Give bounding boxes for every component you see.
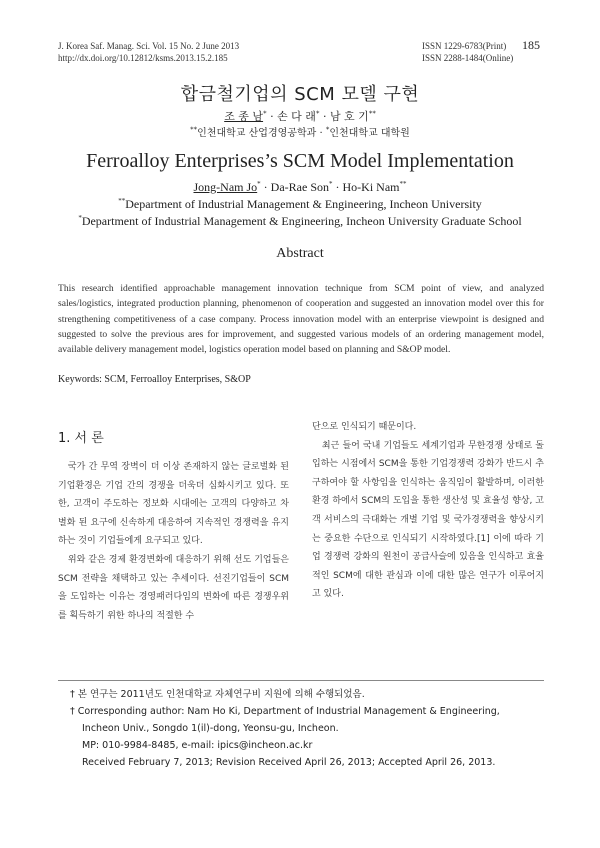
korean-author-1: 조 종 남: [224, 110, 264, 123]
keywords: Keywords: SCM, Ferroalloy Enterprises, S&OP: [58, 374, 251, 385]
english-author-1-mark: *: [257, 180, 261, 188]
funding-mark: †: [70, 689, 75, 700]
english-author-2-mark: *: [329, 180, 333, 188]
issn-print: ISSN 1229-6783(Print): [422, 41, 507, 51]
korean-author-3: 남 호 기: [329, 110, 369, 123]
corr-line-1: Corresponding author: Nam Ho Ki, Department of Industrial Management & Engineering,: [77, 706, 500, 717]
korean-affil-1-mark: **: [190, 125, 198, 134]
intro-paragraph-1: 국가 간 무역 장벽이 더 이상 존재하지 않는 글로벌화 된 기업환경은 기업 간의 경쟁을 더욱더 심화시키고 있다. 또한, 고객이 주도하는 정보화 시대에는 고객의 다양하고 차별화 된 요구에 신속하게 대응하여 지속적인 경쟁력을 유지하는 것이 기업들에게 요구되고 있다.: [58, 462, 289, 547]
received-dates: Received February 7, 2013; Revision Received April 26, 2013; Accepted April 26, 2013.: [82, 757, 496, 768]
footnotes: [70, 686, 550, 771]
korean-affil-2: 인천대학교 대학원: [329, 128, 410, 139]
english-affil-2-mark: *: [78, 214, 82, 222]
right-column: [312, 418, 544, 604]
left-column: [58, 458, 289, 625]
author-separator: ·: [322, 110, 327, 123]
intro-paragraph-3: 최근 들어 국내 기업들도 세계기업과 무한경쟁 상태로 돌입하는 시점에서 SCM을 통한 기업경쟁력 강화가 반드시 추구하여야 할 사항임을 인식하는 움직임이 활발하며, 이러한 환경 하에서 SCM의 도입을 통한 생산성 및 효율성 향상, 고객 서비스의 극대화는 개별 기업 및 국가경쟁력을 향상시키는 중요한 수단으로 인식되기 시작하였다.[1] 이에 따라 기업 경쟁력 강화의 원천이 공급사슬에 있음을 인식하고 효율적인 SCM에 대한 관심과 이에 대한 많은 연구가 이루어지고 있다.: [312, 440, 544, 600]
intro-paragraph-2: 위와 같은 경제 환경변화에 대응하기 위해 선도 기업들은 SCM 전략을 채택하고 있는 추세이다. 선진기업들이 SCM을 도입하는 이유는 경영패러다임의 변화에 따른 경쟁우위를 획득하기 위한 하나의 적절한 수: [58, 554, 289, 621]
korean-author-3-mark: **: [368, 109, 376, 118]
korean-author-2: 손 다 래: [277, 110, 316, 123]
corr-mark: †: [70, 706, 75, 717]
korean-author-1-mark: *: [263, 109, 267, 118]
korean-affiliations: [0, 124, 600, 139]
author-separator: ·: [335, 180, 340, 194]
corr-line-2: Incheon Univ., Songdo 1(il)-dong, Yeonsu-gu, Incheon.: [82, 723, 339, 734]
korean-authors: [0, 108, 600, 124]
english-author-1: Jong-Nam Jo: [193, 180, 258, 194]
english-authors: [0, 180, 600, 195]
corresponding-author-note: [70, 703, 550, 720]
english-author-3: Ho-Ki Nam: [342, 180, 400, 194]
korean-affil-2-mark: *: [325, 125, 330, 134]
page-number: 185: [522, 38, 540, 52]
footnote-divider: [58, 680, 544, 681]
english-affiliation-2: [0, 214, 600, 229]
english-affiliation-1: [0, 197, 600, 212]
korean-affil-1: 인천대학교 산업경영공학과: [197, 128, 317, 139]
funding-text: 본 연구는 2011년도 인천대학교 자체연구비 지원에 의해 수행되었음.: [77, 689, 365, 700]
author-separator: ·: [263, 180, 268, 194]
english-author-2: Da-Rae Son: [270, 180, 329, 194]
abstract-heading: Abstract: [276, 246, 324, 261]
english-affil-1-mark: **: [118, 197, 126, 205]
funding-note: [70, 686, 550, 703]
korean-title: 합금철기업의 SCM 모델 구현: [180, 84, 420, 105]
author-separator: ·: [270, 110, 274, 123]
section-heading: 1. 서 론: [58, 431, 104, 446]
doi-link[interactable]: http://dx.doi.org/10.12812/ksms.2013.15.2.185: [58, 53, 228, 63]
english-author-3-mark: **: [399, 180, 407, 188]
contact-line[interactable]: MP: 010-9984-8485, e-mail: ipics@incheon.ac.kr: [82, 740, 313, 751]
english-affil-2-text: Department of Industrial Management & Engineering, Incheon University Graduate School: [81, 214, 522, 228]
abstract-text: This research identified approachable management innovation technique from SCM point of view, and analyzed sales/logistics, integrated production planning, phenomenon of cooperation and suggested an innovation model over this for strengthening competitiveness of a case company. Process innovation model with an enterprise viewpoint is designed and suggested to solve the previous ares for improvement, and suggested various models of an ordering management model, available delivery management model, logistics operation model based on planning and S&OP model.: [58, 283, 544, 356]
issn-online: ISSN 2288-1484(Online): [422, 53, 514, 63]
intro-continuation: 단으로 인식되기 때문이다.: [312, 422, 417, 432]
english-affil-1-text: Department of Industrial Management & Engineering, Incheon University: [125, 197, 482, 211]
korean-author-2-mark: *: [315, 109, 320, 118]
journal-citation: J. Korea Saf. Manag. Sci. Vol. 15 No. 2 June 2013: [58, 41, 240, 51]
english-title: Ferroalloy Enterprises’s SCM Model Implementation: [86, 150, 514, 172]
affil-separator: ·: [319, 128, 323, 139]
